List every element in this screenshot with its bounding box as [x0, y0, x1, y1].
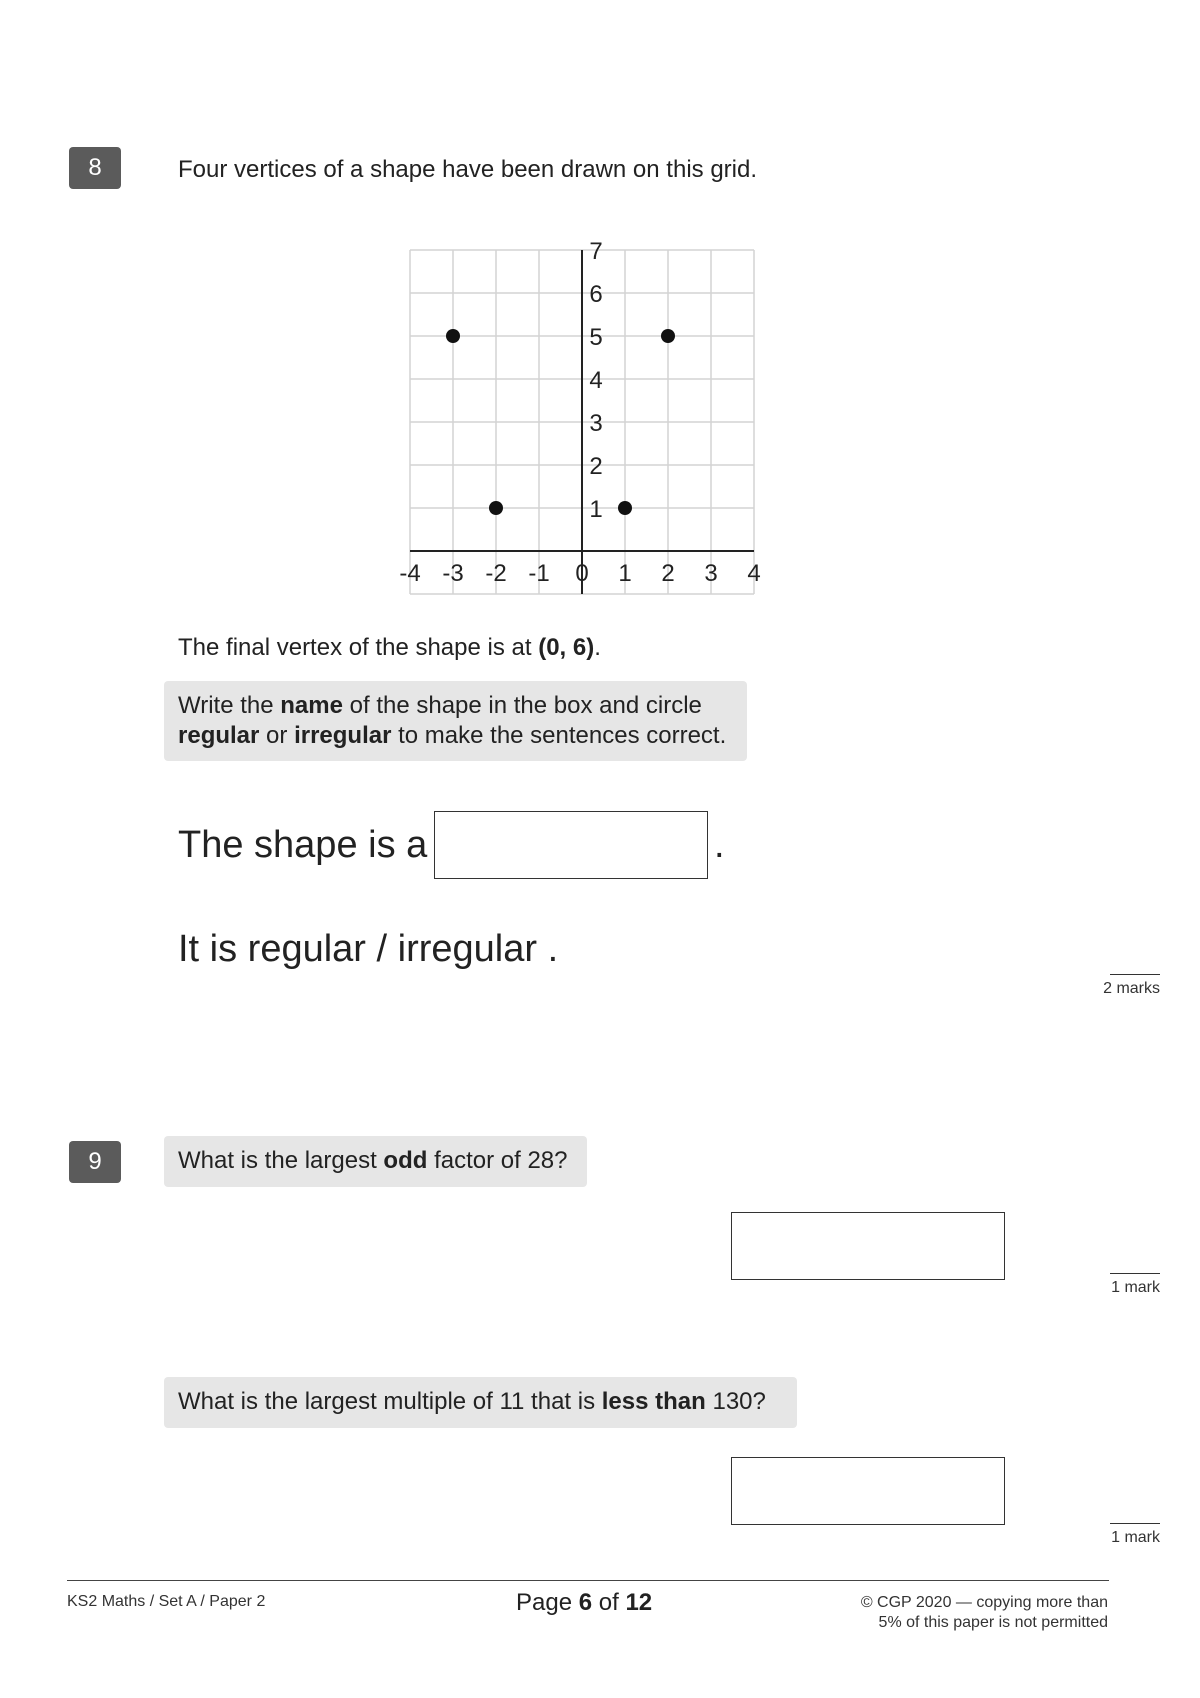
final-vertex-text	[178, 634, 601, 662]
x-tick-label: 3	[704, 560, 718, 587]
q9-text: 130?	[705, 1388, 766, 1415]
page-total: 12	[625, 1589, 653, 1616]
footer-copyright	[861, 1593, 1108, 1633]
instr-text: to make the sentences correct.	[391, 722, 727, 749]
copyright-line-2: 5% of this paper is not permitted	[878, 1614, 1108, 1631]
x-tick-label: 0	[575, 560, 589, 587]
odd-factor-answer-box[interactable]	[731, 1212, 1005, 1280]
y-tick-label: 2	[589, 453, 603, 480]
final-vertex-prefix: The final vertex of the shape is at	[178, 634, 539, 661]
x-tick-label: -3	[442, 560, 464, 587]
marks-label: 1 mark	[1111, 1529, 1160, 1546]
x-tick-label: -1	[528, 560, 550, 587]
x-tick-label: -4	[399, 560, 421, 587]
marks-q9a	[1111, 1279, 1160, 1297]
shape-sentence: The shape is a	[178, 824, 428, 866]
marks-q8	[1103, 980, 1160, 998]
instr-bold-regular: regular	[178, 722, 260, 749]
instr-text: Write the	[178, 692, 281, 719]
x-tick-label: -2	[485, 560, 507, 587]
marks-line	[1110, 974, 1160, 975]
footer-divider	[67, 1580, 1109, 1581]
page-text: Page	[516, 1589, 579, 1616]
marks-label: 1 mark	[1111, 1279, 1160, 1296]
marks-label: 2 marks	[1103, 980, 1160, 997]
multiple-answer-box[interactable]	[731, 1457, 1005, 1525]
marks-q9b	[1111, 1529, 1160, 1547]
marks-line	[1110, 1523, 1160, 1524]
instr-bold-irregular: irregular	[294, 722, 392, 749]
y-tick-label: 7	[589, 238, 603, 265]
instr-text: or	[259, 722, 295, 749]
page-current: 6	[578, 1589, 593, 1616]
instr-text: of the shape in the box and circle	[342, 692, 702, 719]
y-tick-label: 1	[589, 496, 603, 523]
question-9-part2	[164, 1377, 797, 1428]
footer-paper-info: KS2 Maths / Set A / Paper 2	[67, 1593, 266, 1610]
y-tick-label: 4	[589, 367, 603, 394]
copyright-line-1: © CGP 2020 — copying more than	[860, 1594, 1108, 1611]
question-8-intro: Four vertices of a shape have been drawn on this grid.	[178, 156, 757, 183]
page-text: of	[592, 1589, 626, 1616]
question-8-instruction	[164, 681, 747, 761]
x-tick-label: 4	[747, 560, 761, 587]
vertex-point	[661, 329, 675, 343]
q9-text: What is the largest	[178, 1147, 384, 1174]
final-vertex-value: (0, 6)	[538, 634, 595, 661]
regular-irregular-sentence[interactable]: It is regular / irregular .	[178, 928, 559, 970]
footer-page-number	[516, 1589, 652, 1617]
question-9-part1	[164, 1136, 587, 1187]
q9-bold-less-than: less than	[601, 1388, 706, 1415]
q9-bold-odd: odd	[383, 1147, 428, 1174]
vertex-point	[489, 501, 503, 515]
vertex-point	[446, 329, 460, 343]
instr-bold-name: name	[280, 692, 343, 719]
y-tick-label: 3	[589, 410, 603, 437]
x-tick-label: 2	[661, 560, 675, 587]
q9-text: factor of 28?	[427, 1147, 568, 1174]
x-tick-label: 1	[618, 560, 632, 587]
final-vertex-suffix: .	[594, 634, 601, 661]
question-number-9: 9	[69, 1141, 121, 1183]
shape-name-answer-box[interactable]	[434, 811, 708, 879]
vertex-point	[618, 501, 632, 515]
marks-line	[1110, 1273, 1160, 1274]
y-tick-label: 6	[589, 281, 603, 308]
q9-text: What is the largest multiple of 11 that is	[178, 1388, 602, 1415]
shape-sentence-end: .	[714, 824, 725, 866]
y-tick-label: 5	[589, 324, 603, 351]
question-number-8: 8	[69, 147, 121, 189]
